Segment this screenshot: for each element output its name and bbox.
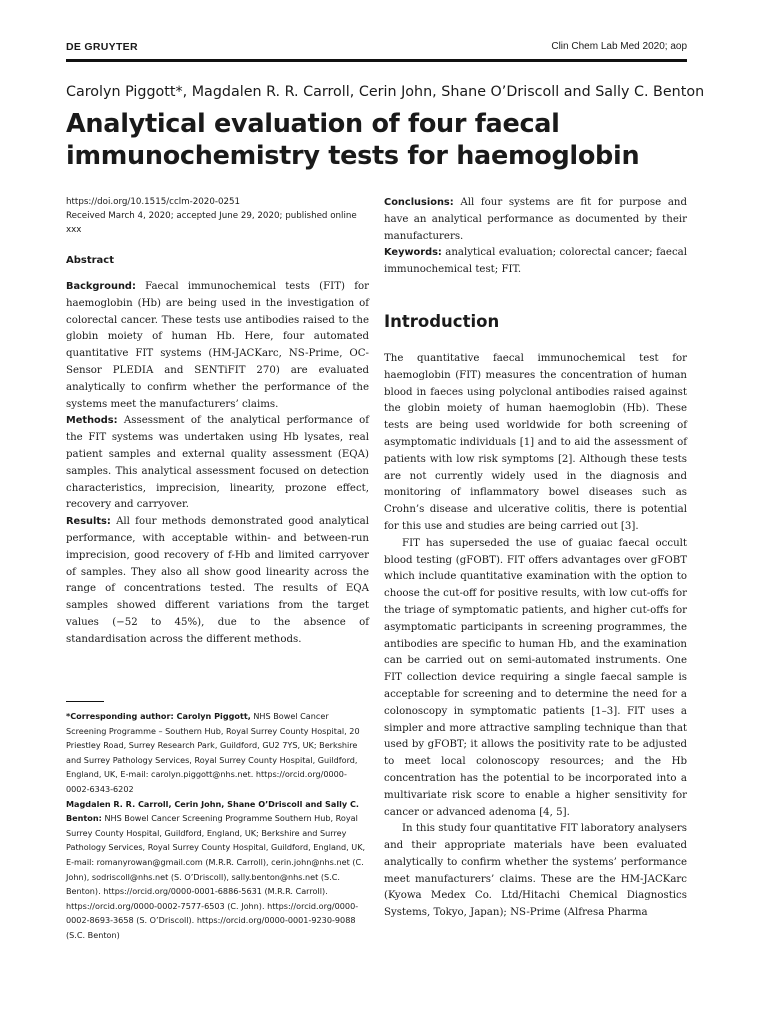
- right-column: [384, 195, 687, 922]
- coauthors-note: [66, 797, 369, 943]
- abstract-conclusions: [384, 195, 687, 245]
- results-text: All four methods demonstrated good analytical performance, with acceptable within- and between-run imprecision, good recovery of f-Hb and limited carryover of samples. They also all show good linearity across the range of concentrations tested. The results of EQA samples showed different variations from the target values (−52 to 45%), due to the absence of standardisation across the different methods.: [66, 516, 369, 645]
- corresponding-text: NHS Bowel Cancer Screening Programme – Southern Hub, Royal Surrey County Hospital, 20 Priestley Road, Surrey Research Park, Guildford, GU2 7YS, UK; Berkshire and Surrey Pathology Services, Royal Surrey County Hospital, Guildford, England, UK, E-mail: carolyn.piggott@nhs.net. https://orcid.org/0000-0002-6343-6202: [66, 711, 360, 794]
- abstract-background: [66, 279, 369, 413]
- abstract-results: [66, 514, 369, 648]
- coauthors-label: Magdalen R. R. Carroll, Cerin John, Shane O’Driscoll and Sally C. Benton:: [66, 798, 359, 824]
- methods-label: Methods:: [66, 415, 118, 427]
- left-column: [66, 195, 369, 943]
- abstract-heading: Abstract: [66, 255, 115, 266]
- conclusions-label: Conclusions:: [384, 197, 454, 208]
- coauthors-text: NHS Bowel Cancer Screening Programme Southern Hub, Royal Surrey County Hospital, Guildford, England, UK; Berkshire and Surrey Pathology Services, Royal Surrey County Hospital, Guildford, England, UK, E-mail: romanyrowan@gmail.com (M.R.R. Carroll), cerin.john@nhs.net (C. John), sodriscoll@nhs.net (S. O’Driscoll), sally.benton@nhs.net (S.C. Benton). https://orcid.org/0000-0001-6886-5631 (M.R.R. Carroll). https://orcid.org/0000-0002-7577-6503 (C. John). https://orcid.org/0000-0002-8693-3658 (S. O’Driscoll). https://orcid.org/0000-0001-9230-9088 (S.C. Benton): [66, 813, 366, 940]
- introduction-heading: Introduction: [384, 311, 500, 331]
- intro-paragraph: The quantitative faecal immunochemical test for haemoglobin (FIT) measures the concentration of human blood in faeces using polyclonal antibodies raised against the globin moiety of human haemoglobin (Hb). These tests are being used worldwide for both screening of asymptomatic individuals [1] and to aid the assessment of patients with low risk symptoms [2]. Although these tests are not currently widely used in the diagnosis and monitoring of inflammatory bowel diseases such as Crohn’s disease and ulcerative colitis, there is potential for this use and studies are being carried out [3].: [384, 352, 687, 532]
- corresponding-author-note: [66, 709, 369, 797]
- corresponding-label: *Corresponding author: Carolyn Piggott,: [66, 711, 251, 722]
- keywords-label: Keywords:: [384, 247, 442, 259]
- intro-paragraph: In this study four quantitative FIT laboratory analysers and their appropriate materials have been evaluated analytically to confirm whether the systems’ performance meet manufacturers’ claims. These are the HM-JACKarc (Kyowa Medex Co. Ltd/Hitachi Chemical Diagnostics Systems, Tokyo, Japan); NS-Prime (Alfresa Pharma: [384, 823, 688, 919]
- keywords: [384, 245, 687, 279]
- results-label: Results:: [66, 516, 111, 528]
- footnote-rule: [66, 701, 104, 703]
- abstract-methods: [66, 413, 369, 514]
- author-list: Carolyn Piggott*, Magdalen R. R. Carroll, Cerin John, Shane O’Driscoll and Sally C. Benton: [66, 84, 705, 100]
- article-dates: Received March 4, 2020; accepted June 29, 2020; published online xxx: [66, 211, 357, 235]
- methods-text: Assessment of the analytical performance of the FIT systems was undertaken using Hb lysates, real patient samples and external quality assessment (EQA) samples. This analytical assessment focused on detection characteristics, imprecision, linearity, prozone effect, recovery and carryover.: [66, 415, 369, 511]
- keywords-text: analytical evaluation; colorectal cancer; faecal immunochemical test; FIT.: [384, 247, 687, 276]
- article-meta: [66, 195, 369, 237]
- header-rule: [66, 59, 687, 62]
- doi-link[interactable]: https://doi.org/10.1515/cclm-2020-0251: [66, 197, 241, 207]
- journal-citation: Clin Chem Lab Med 2020; aop: [551, 41, 687, 52]
- intro-paragraph: FIT has superseded the use of guaiac faecal occult blood testing (gFOBT). FIT offers advantages over gFOBT which include quantitative examination with the option to choose the cut-off for positive results, with low cut-offs for the triage of symptomatic patients, and higher cut-offs for asymptomatic participants in screening programmes, the antibodies are specific to human Hb, and the examination can be carried out on semi-automated instruments. One FIT collection device requiring a single faecal sample is acceptable for screening and to determine the need for a colonoscopy in symptomatic patients [1–3]. FIT uses a simpler and more attractive sampling technique than that used by gFOBT; it allows the positivity rate to be adjusted to meet local colonoscopy resources; and the Hb concentration has the potential to be incorporated into a multivariate risk score to enable a higher sensitivity for cancer or advanced adenoma [4, 5].: [384, 537, 687, 818]
- publisher-name: DE GRUYTER: [66, 41, 138, 53]
- conclusions-text: All four systems are fit for purpose and have an analytical performance as documented by their manufacturers.: [384, 197, 687, 242]
- background-label: Background:: [66, 281, 136, 292]
- background-text: Faecal immunochemical tests (FIT) for haemoglobin (Hb) are being used in the investigation of colorectal cancer. These tests use antibodies raised to the globin moiety of human Hb. Here, four automated quantitative FIT systems (HM-JACKarc, NS-Prime, OC-Sensor PLEDIA and SENTiFIT 270) are evaluated analytically to confirm whether the performance of the systems meet the manufacturers’ claims.: [66, 281, 369, 410]
- article-title: Analytical evaluation of four faecal immunochemistry tests for haemoglobin: [66, 109, 640, 171]
